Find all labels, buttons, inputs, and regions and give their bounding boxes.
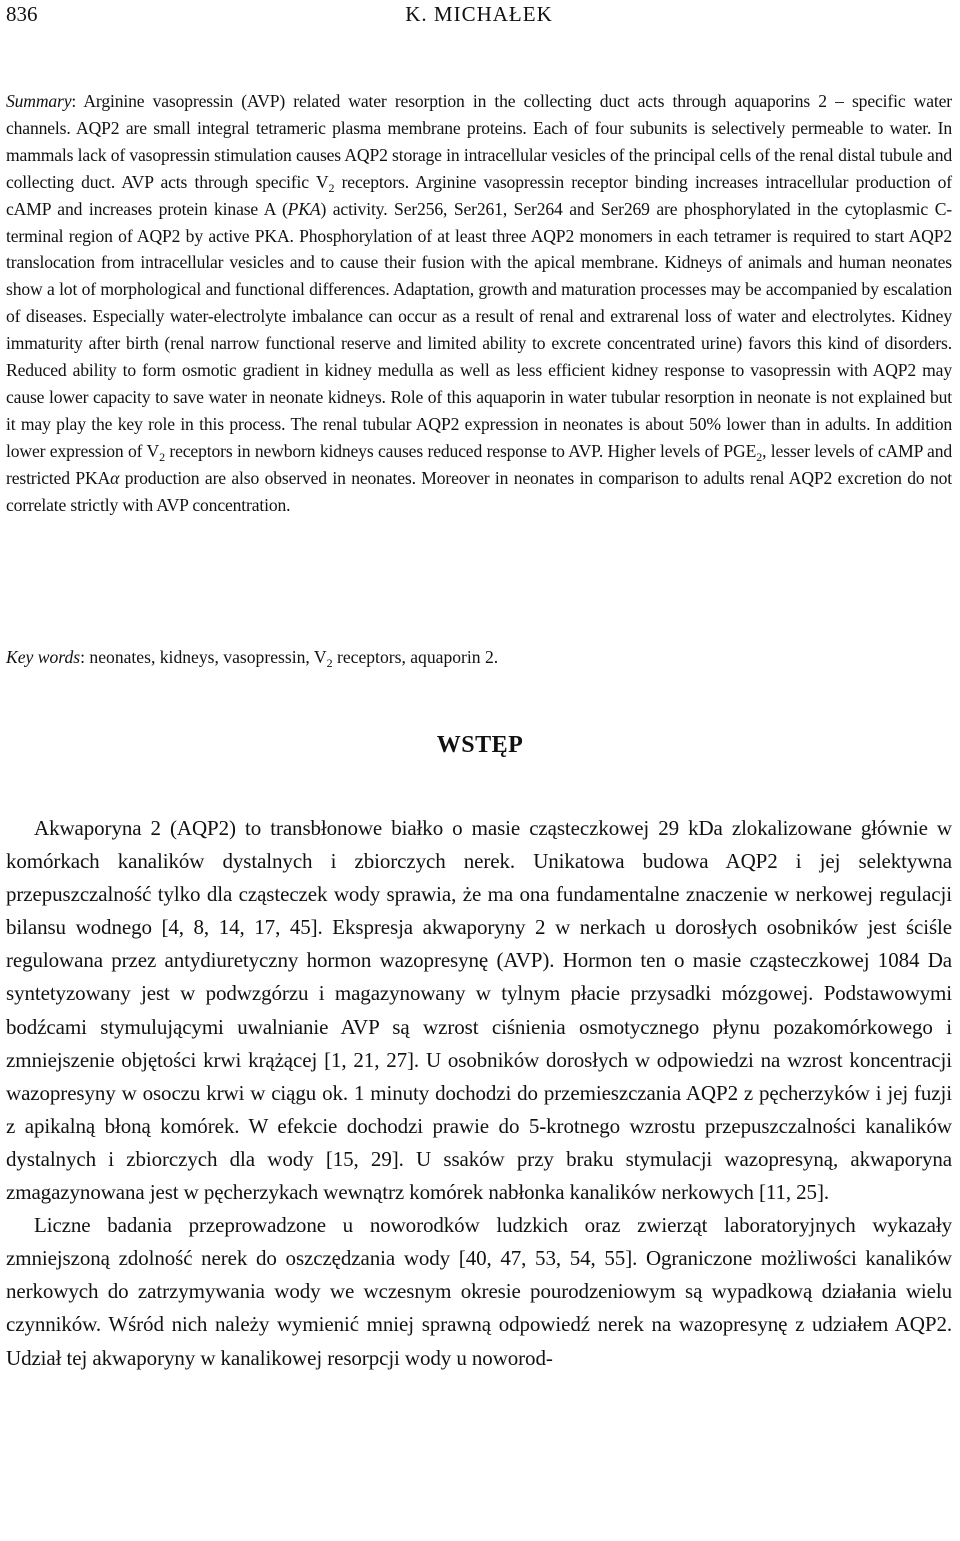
- summary-text: production are also observed in neonates. Moreover in neonates in comparison to adults renal AQP2 excretion do not correlate strictly with AVP concentration.: [6, 467, 952, 515]
- page-header: [6, 0, 952, 28]
- running-head: K. MICHAŁEK: [405, 2, 553, 26]
- subscript: 2: [756, 449, 763, 464]
- keywords: [6, 644, 952, 671]
- keywords-text: receptors, aquaporin 2.: [332, 647, 499, 667]
- section-title: WSTĘP: [436, 732, 524, 758]
- subscript: 2: [159, 449, 165, 464]
- summary-text: ) activity. Ser256, Ser261, Ser264 and Ser269 are phosphorylated in the cytoplasmic C-terminal region of AQP2 by active PKA. Phosphorylation of at least three AQP2 monomers in each tetramer is required to start AQP2 translocation from intracellular vesicles and to cause their fusion with the apical membrane. Kidneys of animals and human neonates show a lot of morphological and functional differences. Adaptation, growth and maturation processes may be accompanied by escalation of diseases. Especially water-electrolyte imbalance can occur as a result of renal and extrarenal loss of water and electrolytes. Kidney immaturity after birth (renal narrow functional reserve and limited ability to excrete concentrated urine) favors this kind of disorders. Reduced ability to form osmotic gradient in kidney medulla as well as less efficient kidney response to vasopressin with AQP2 may cause lower capacity to save water in neonate kidneys. Role of this aquaporin in water tubular resorption in neonate is not explained but it may play the key role in this process. The renal tubular AQP2 expression in neonates is about 50% lower than in adults. In addition lower expression of V: [6, 198, 952, 461]
- subscript: 2: [328, 180, 335, 195]
- summary-abstract: [6, 88, 952, 519]
- pka-abbreviation: PKA: [287, 198, 321, 219]
- keywords-text: : neonates, kidneys, vasopressin, V: [80, 647, 327, 667]
- summary-text: : Arginine vasopressin (AVP) related water resorption in the collecting duct acts through aquaporins 2 – specific water channels. AQP2 are small integral tetrameric plasma membrane proteins. Each of four subunits is selectively permeable to water. In mammals lack of vasopressin stimulation causes AQP2 storage in intracellular vesicles of the principal cells of the renal distal tubule and collecting duct. AVP acts through specific V: [6, 91, 952, 192]
- alpha-symbol: α: [110, 467, 120, 488]
- keywords-label: Key words: [6, 647, 81, 667]
- paragraph: Akwaporyna 2 (AQP2) to transbłonowe białko o masie cząsteczkowej 29 kDa zlokalizowane głównie w komórkach kanalików dystalnych i zbiorczych nerek. Unikatowa budowa AQP2 i jej selektywna przepuszczalność tylko dla cząsteczek wody sprawia, że ma ona fundamentalne znaczenie w nerkowej regulacji bilansu wodnego [4, 8, 14, 17, 45]. Ekspresja akwaporyny 2 w nerkach u dorosłych osobników jest ściśle regulowana przez antydiuretyczny hormon wazopresynę (AVP). Hormon ten o masie cząsteczkowej 1084 Da syntetyzowany jest w podwzgórzu i magazynowany w tylnym płacie przysadki mózgowej. Podstawowymi bodźcami stymulującymi uwalnianie AVP są wzrost ciśnienia osmotycznego płynu pozakomórkowego i zmniejszenie objętości krwi krążącej [1, 21, 27]. U osobników dorosłych w odpowiedzi na wzrost koncentracji wazopresyny w osoczu krwi w ciągu ok. 1 minuty dochodzi do przemieszczania AQP2 z pęcherzyków i jej fuzji z apikalną błoną komórek. W efekcie dochodzi prawie do 5-krotnego wzrostu przepuszczalności kanalików dystalnych i zbiorczych dla wody [15, 29]. U ssaków przy braku stymulacji wazopresyną, akwaporyna zmagazynowana jest w pęcherzykach wewnątrz komórek nabłonka kanalików nerkowych [11, 25].: [6, 816, 952, 1205]
- summary-text: , lesser levels of cAMP and restricted PKA: [6, 440, 952, 488]
- summary-label: Summary: [6, 91, 72, 111]
- summary-text: receptors. Arginine vasopressin receptor binding increases intracellular production of cAMP and increases protein kinase A (: [6, 171, 952, 219]
- subscript: 2: [326, 656, 333, 670]
- body-text: [6, 812, 952, 1375]
- paragraph: Liczne badania przeprowadzone u noworodków ludzkich oraz zwierząt laboratoryjnych wykazały zmniejszoną zdolność nerek do oszczędzania wody [40, 47, 53, 54, 55]. Ograniczone możliwości kanalików nerkowych do zatrzymywania wody we wczesnym okresie pourodzeniowym są wypadkową działania wielu czynników. Wśród nich należy wymienić mniej sprawną odpowiedź nerek na wazopresynę z udziałem AQP2. Udział tej akwaporyny w kanalikowej resorpcji wody u noworod-: [6, 1213, 952, 1370]
- summary-text: receptors in newborn kidneys causes reduced response to AVP. Higher levels of PGE: [164, 440, 757, 461]
- page-number: 836: [6, 2, 38, 26]
